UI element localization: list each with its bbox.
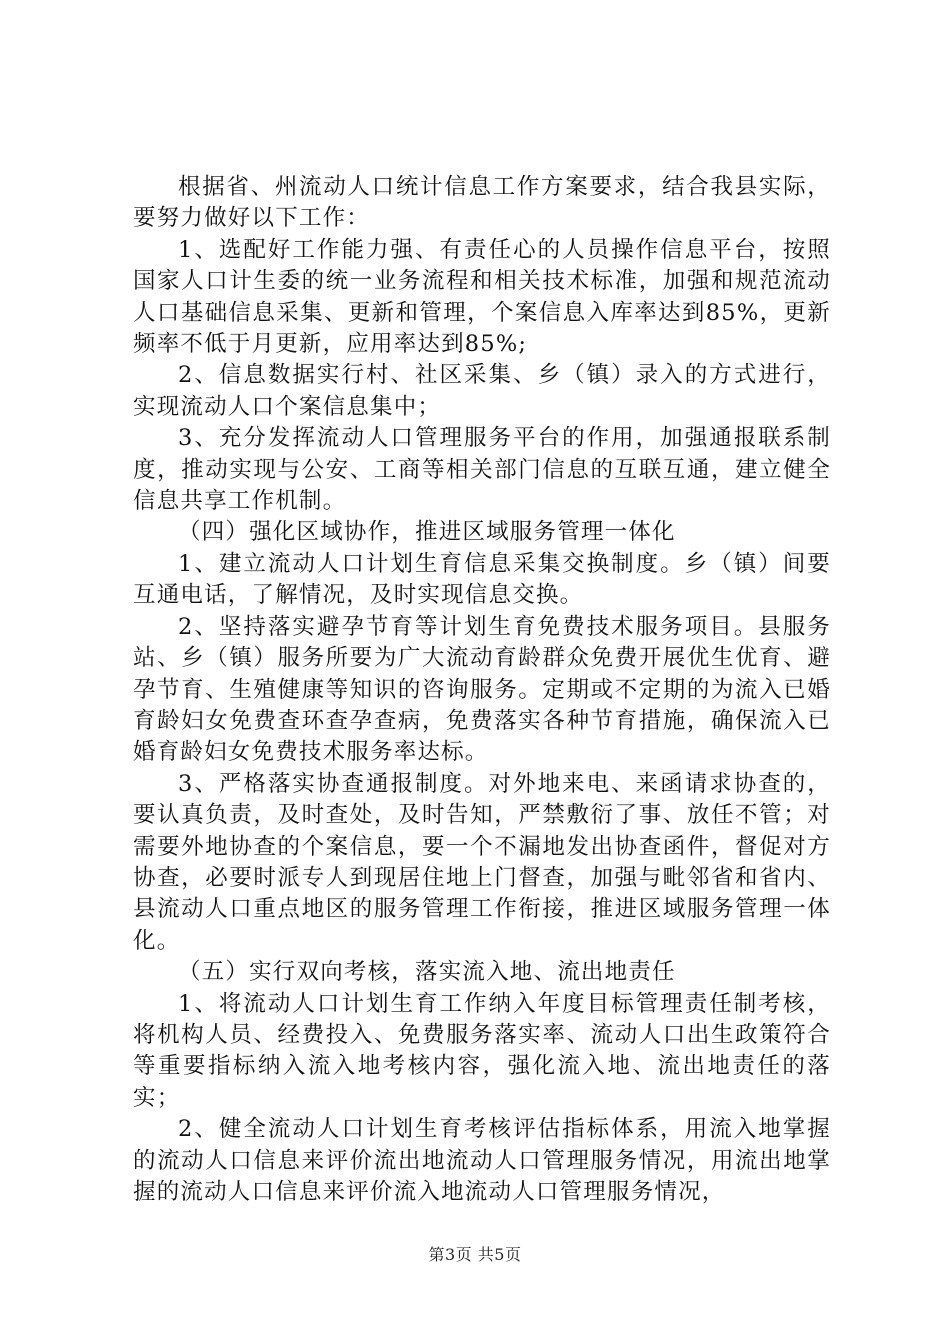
paragraph-section4-item-1: 1、建立流动人口计划生育信息采集交换制度。乡（镇）间要互通电话，了解情况，及时实现信息交换。 [133, 550, 831, 609]
paragraph-section4-item-2: 2、坚持落实避孕节育等计划生育免费技术服务项目。县服务站、乡（镇）服务所要为广大流动育龄群众免费开展优生优育、避孕节育、生殖健康等知识的咨询服务。定期或不定期的为流入已婚育龄妇女免费查环查孕查病，免费落实各种节育措施，确保流入已婚育龄妇女免费技术服务率达标。 [133, 613, 831, 766]
document-body [133, 172, 831, 1208]
section-heading-4: （四）强化区域协作，推进区域服务管理一体化 [178, 519, 676, 546]
paragraph-section5-item-1: 1、将流动人口计划生育工作纳入年度目标管理责任制考核，将机构人员、经费投入、免费服务落实率、流动人口出生政策符合等重要指标纳入流入地考核内容，强化流入地、流出地责任的落实； [133, 990, 831, 1111]
paragraph-item-2-data-collection: 2、信息数据实行村、社区采集、乡（镇）录入的方式进行，实现流动人口个案信息集中； [133, 362, 831, 420]
paragraph-intro: 根据省、州流动人口统计信息工作方案要求，结合我县实际，要努力做好以下工作： [133, 174, 831, 232]
section-heading-5: （五）实行双向考核，落实流入地、流出地责任 [178, 959, 676, 986]
paragraph-section5-item-2: 2、健全流动人口计划生育考核评估指标体系，用流入地掌握的流动人口信息来评价流出地流动人口管理服务情况，用流出地掌握的流动人口信息来评价流入地流动人口管理服务情况， [133, 1116, 831, 1205]
page-number-footer: 第3页 共5页 [428, 1245, 522, 1264]
paragraph-item-3-service-platform: 3、充分发挥流动人口管理服务平台的作用，加强通报联系制度，推动实现与公安、工商等相关部门信息的互联互通，建立健全信息共享工作机制。 [133, 425, 831, 515]
paragraph-item-1-info-platform: 1、选配好工作能力强、有责任心的人员操作信息平台，按照国家人口计生委的统一业务流程和相关技术标准，加强和规范流动人口基础信息采集、更新和管理，个案信息入库率达到85%，更新频率不低于月更新，应用率达到85%; [133, 236, 831, 358]
paragraph-section4-item-3: 3、严格落实协查通报制度。对外地来电、来函请求协查的，要认真负责，及时查处，及时告知，严禁敷衍了事、放任不管；对需要外地协查的个案信息，要一个不漏地发出协查函件，督促对方协查，必要时派专人到现居住地上门督查，加强与毗邻省和省内、县流动人口重点地区的服务管理工作衔接，推进区域服务管理一体化。 [133, 770, 831, 954]
